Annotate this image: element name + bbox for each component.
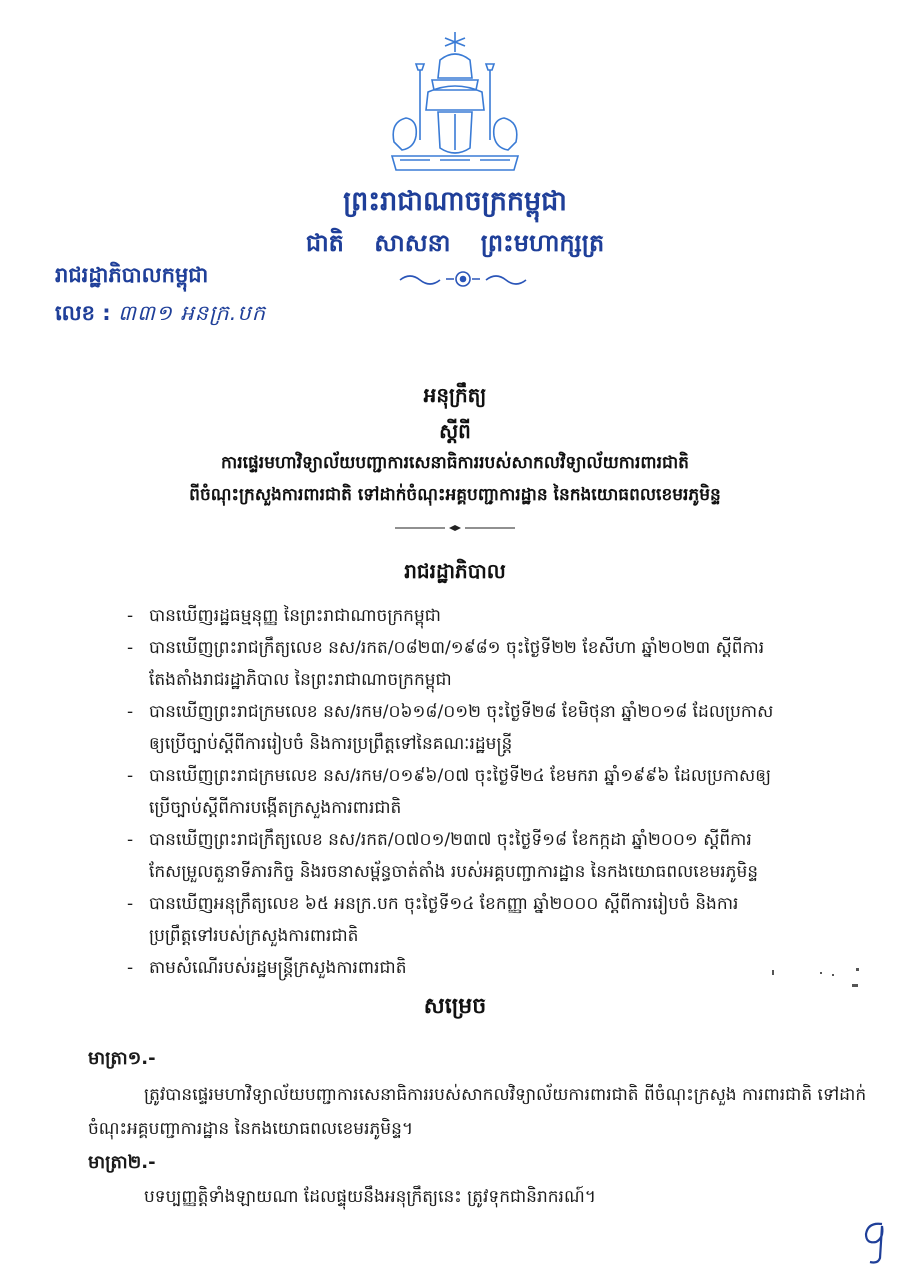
visa-line: ប្រើច្បាប់ស្តីពីការបង្កើតក្រសួងការពារជាតិ [149,798,402,818]
about-label: ស្តីពី [439,419,471,443]
kingdom-name: ព្រះរាជាណាចក្រកម្ពុជា [343,186,567,217]
visa-line: កែសម្រួលតួនាទីភារកិច្ច និងរចនាសម្ព័ន្ធចាត់តាំង របស់អគ្គបញ្ជាការដ្ឋាន នៃកងយោធពលខេមរភូមិន្ទ [149,862,759,882]
visa-list [127,600,867,984]
number-value: ៣៣១ អនក្រ.បក [118,301,267,325]
list-item: - បានឃើញព្រះរាជក្រឹត្យលេខ នស/រកត/០៨២៣/១៩៨១ ចុះថ្ងៃទី២២ ខែសីហា ឆ្នាំ២០២៣ ស្តីពីការ តែងតាំងរាជរដ្ឋាភិបាល នៃព្រះរាជាណាចក្រកម្ពុជា [127,632,867,696]
list-item: - បានឃើញព្រះរាជក្រឹត្យលេខ នស/រកត/០៧០១/២៣៧ ចុះថ្ងៃទី១៨ ខែកក្កដា ឆ្នាំ២០០១ ស្តីពីការ កែសម្រួលតួនាទីភារកិច្ច និងរចនាសម្ព័ន្ធចាត់តាំង របស់អគ្គបញ្ជាការដ្ឋាន នៃកងយោធពលខេមរភូមិន្ទ [127,824,867,888]
number-label: លេខ : [55,301,111,325]
national-motto: ជាតិ សាសនា ព្រះមហាក្សត្រ [305,229,605,257]
handwritten-page-mark [858,1218,890,1266]
list-item: - បានឃើញអនុក្រឹត្យលេខ ៦៥ អនក្រ.បក ចុះថ្ងៃទី១៤ ខែកញ្ញា ឆ្នាំ២០០០ ស្តីពីការរៀបចំ និងការ ប្រព្រឹត្តទៅរបស់ក្រសួងការពារជាតិ [127,888,867,952]
document-number [55,300,266,331]
article-heading: មាត្រា២.- [88,1152,156,1173]
visa-line: បានឃើញរដ្ឋធម្មនុញ្ញ នៃព្រះរាជាណាចក្រកម្ពុជា [149,606,441,626]
list-item: - បានឃើញព្រះរាជក្រមលេខ នស/រកម/០១៩៦/០៧ ចុះថ្ងៃទី២៤ ខែមករា ឆ្នាំ១៩៩៦ ដែលប្រកាសឲ្យ ប្រើច្បាប់ស្តីពីការបង្កើតក្រសួងការពារជាតិ [127,760,867,824]
ornament-divider-icon [398,268,528,290]
visa-line: តាមសំណើរបស់រដ្ឋមន្ត្រីក្រសួងការពារជាតិ [149,958,407,978]
subject-line-2: ពីចំណុះក្រសួងការពារជាតិ ទៅដាក់ចំណុះអគ្គបញ្ជាការដ្ឋាន នៃកងយោធពលខេមរភូមិន្ទ [189,485,721,505]
article-text: បទប្បញ្ញត្តិទាំងឡាយណា ដែលផ្ទុយនឹងអនុក្រឹត្យនេះ ត្រូវទុកជានិរាករណ៍។ [144,1187,596,1207]
visa-line: បានឃើញព្រះរាជក្រមលេខ នស/រកម/០៦១៨/០១២ ចុះថ្ងៃទី២៨ ខែមិថុនា ឆ្នាំ២០១៨ ដែលប្រកាស [149,702,774,722]
authority-heading: រាជរដ្ឋាភិបាល [404,559,506,583]
visa-line: ប្រព្រឹត្តទៅរបស់ក្រសួងការពារជាតិ [149,926,359,946]
list-item: - បានឃើញរដ្ឋធម្មនុញ្ញ នៃព្រះរាជាណាចក្រកម្ពុជា [127,606,441,626]
document-type: អនុក្រឹត្យ [423,383,487,407]
subject-line-1: ការផ្ទេរមហាវិទ្យាល័យបញ្ជាការសេនាធិការរបស់សាកលវិទ្យាល័យការពារជាតិ [221,453,689,473]
divider-rule [395,523,515,533]
visa-line: បានឃើញអនុក្រឹត្យលេខ ៦៥ អនក្រ.បក ចុះថ្ងៃទី១៤ ខែកញ្ញា ឆ្នាំ២០០០ ស្តីពីការរៀបចំ និងការ [149,894,739,914]
article-heading: មាត្រា១.- [88,1048,156,1069]
scan-specks [770,964,870,994]
visa-line: ឲ្យប្រើច្បាប់ស្តីពីការរៀបចំ និងការប្រព្រឹត្តទៅនៃគណៈរដ្ឋមន្ត្រី [149,734,513,754]
visa-line: បានឃើញព្រះរាជក្រឹត្យលេខ នស/រកត/០៨២៣/១៩៨១ ចុះថ្ងៃទី២២ ខែសីហា ឆ្នាំ២០២៣ ស្តីពីការ [149,638,765,658]
list-item: - បានឃើញព្រះរាជក្រមលេខ នស/រកម/០៦១៨/០១២ ចុះថ្ងៃទី២៨ ខែមិថុនា ឆ្នាំ២០១៨ ដែលប្រកាស ឲ្យប្រើច្បាប់ស្តីពីការរៀបចំ និងការប្រព្រឹត្តទៅនៃគណៈរដ្ឋមន្ត្រី [127,696,867,760]
government-name: រាជរដ្ឋាភិបាលកម្ពុជា [55,263,209,287]
visa-line: តែងតាំងរាជរដ្ឋាភិបាល នៃព្រះរាជាណាចក្រកម្ពុជា [149,670,452,690]
visa-line: បានឃើញព្រះរាជក្រឹត្យលេខ នស/រកត/០៧០១/២៣៧ ចុះថ្ងៃទី១៨ ខែកក្កដា ឆ្នាំ២០០១ ស្តីពីការ [149,830,752,850]
visa-line: បានឃើញព្រះរាជក្រមលេខ នស/រកម/០១៩៦/០៧ ចុះថ្ងៃទី២៤ ខែមករា ឆ្នាំ១៩៩៦ ដែលប្រកាសឲ្យ [149,766,772,786]
decision-heading: សម្រេច [423,994,487,1019]
list-item: - តាមសំណើរបស់រដ្ឋមន្ត្រីក្រសួងការពារជាតិ [127,958,407,978]
royal-emblem-icon [380,30,530,180]
article-text: ត្រូវបានផ្ទេរមហាវិទ្យាល័យបញ្ជាការសេនាធិការរបស់សាកលវិទ្យាល័យការពារជាតិ ពីចំណុះក្រសួង ការពារជាតិ ទៅដាក់ចំណុះអគ្គបញ្ជាការដ្ឋាន នៃកងយោធពលខេមរភូមិន្ទ។ [88,1085,867,1139]
